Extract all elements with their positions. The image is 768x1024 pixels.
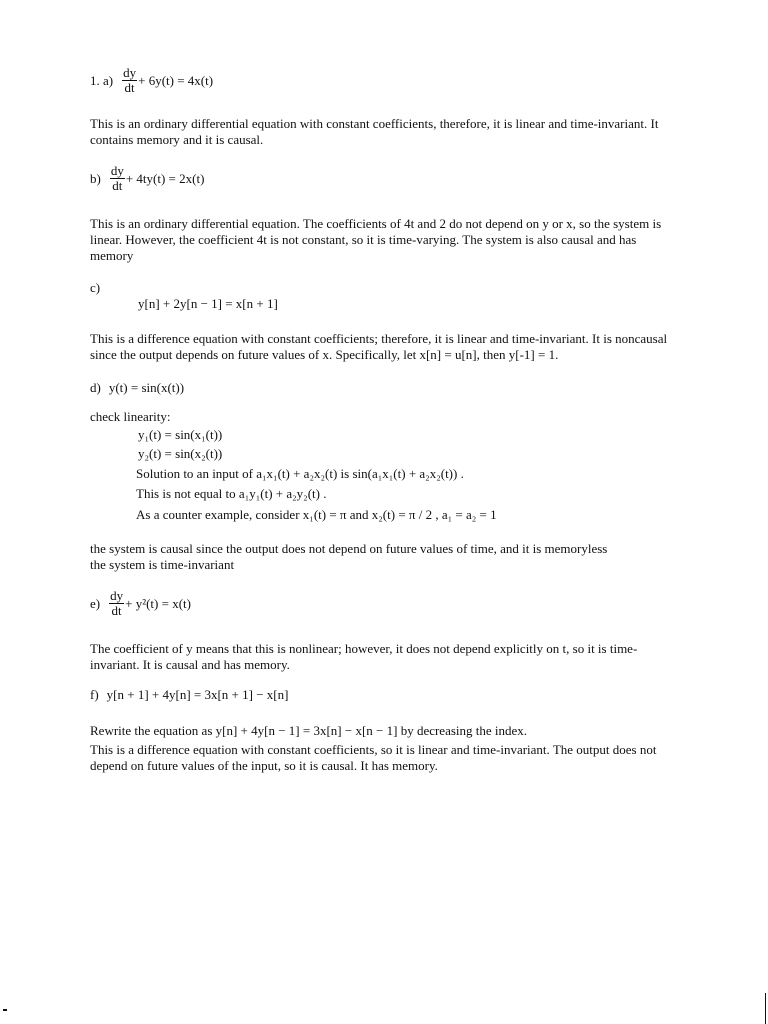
- problem-e-explanation: The coefficient of y means that this is nonlinear; however, it does not depend explicitly on t, so it is time-invariant. It is causal and has memory.: [90, 641, 638, 672]
- problem-b-label: b): [90, 170, 101, 186]
- fraction-numerator: dy: [123, 65, 137, 80]
- problem-c-label: c): [90, 280, 101, 295]
- counter-prefix: As a counter example, consider: [136, 507, 300, 522]
- superposition-solution: [136, 466, 464, 482]
- counter-x2: x₂(t) = π / 2 , a₁ = a₂ = 1: [371, 507, 497, 522]
- not-equal-expression: a₁y₁(t) + a₂y₂(t) .: [238, 486, 327, 501]
- fraction-denominator: dt: [112, 178, 123, 193]
- problem-f-explanation: This is a difference equation with constant coefficients, so it is linear and time-invariant. The output does not depend on future values of the input, so it is causal. It has memory.: [90, 742, 657, 773]
- y2-definition: y₂(t) = sin(x₂(t)): [138, 446, 223, 461]
- problem-d-expression: y(t) = sin(x(t)): [108, 380, 185, 395]
- rewrite-prefix: Rewrite the equation as: [90, 723, 213, 738]
- problem-c-explanation: This is a difference equation with constant coefficients; therefore, it is linear and time-invariant. It is noncausal since the output depends on future values of x. Specifically, let x[n] = u[n], then y[-1] = 1.: [90, 331, 668, 362]
- problem-d-equation: [90, 380, 184, 396]
- problem-b-explanation: This is an ordinary differential equation. The coefficients of 4t and 2 do not depend on y or x, so the system is linear. However, the coefficient 4t is not constant, so it is time-varying. The system is also causal and has memory: [90, 216, 662, 263]
- problem-b-fraction: [110, 164, 125, 193]
- counter-and: and: [349, 507, 369, 522]
- equation-rest: + y²(t) = x(t): [125, 595, 191, 611]
- equation-rest: + 4ty(t) = 2x(t): [125, 170, 205, 186]
- problem-a-fraction: [122, 66, 137, 95]
- page-corner-mark: [3, 1009, 7, 1011]
- counter-x1: x₁(t) = π: [302, 507, 347, 522]
- not-equal-statement: [136, 486, 326, 502]
- rewrite-statement: [90, 723, 527, 739]
- problem-e-equation: [90, 589, 690, 618]
- problem-a-equation: [90, 66, 690, 95]
- problem-e-fraction: [109, 589, 124, 618]
- solution-is: is: [340, 466, 350, 481]
- problem-f-equation: [90, 687, 288, 703]
- fraction-numerator: dy: [110, 163, 124, 178]
- rewrite-expression: y[n] + 4y[n − 1] = 3x[n] − x[n − 1]: [215, 723, 398, 738]
- solution-output: sin(a₁x₁(t) + a₂x₂(t)) .: [352, 466, 464, 481]
- problem-a-label: 1. a): [90, 72, 114, 88]
- problem-c-equation: y[n] + 2y[n − 1] = x[n + 1]: [138, 296, 278, 311]
- causality-statement: the system is causal since the output does not depend on future values of time, and it is memoryless: [90, 541, 608, 556]
- problem-b-equation: [90, 164, 690, 193]
- solution-input: a₁x₁(t) + a₂x₂(t): [256, 466, 338, 481]
- fraction-denominator: dt: [111, 603, 122, 618]
- check-linearity-label: check linearity:: [90, 409, 171, 424]
- problem-d-label: d): [90, 380, 101, 395]
- counter-example: [136, 507, 497, 523]
- problem-e-label: e): [90, 595, 101, 611]
- equation-rest: + 6y(t) = 4x(t): [138, 72, 214, 88]
- y1-definition: y₁(t) = sin(x₁(t)): [138, 427, 223, 442]
- not-equal-prefix: This is not equal to: [136, 486, 236, 501]
- problem-a-explanation: This is an ordinary differential equation with constant coefficients, therefore, it is linear and time-invariant. It contains memory and it is causal.: [90, 116, 659, 147]
- fraction-numerator: dy: [110, 588, 124, 603]
- fraction-denominator: dt: [124, 80, 135, 95]
- solution-prefix: Solution to an input of: [136, 466, 253, 481]
- rewrite-suffix: by decreasing the index.: [400, 723, 528, 738]
- time-invariance-statement: the system is time-invariant: [90, 557, 235, 572]
- problem-f-label: f): [90, 687, 99, 702]
- problem-f-expression: y[n + 1] + 4y[n] = 3x[n + 1] − x[n]: [106, 687, 289, 702]
- page-edge-rule: [765, 993, 766, 1024]
